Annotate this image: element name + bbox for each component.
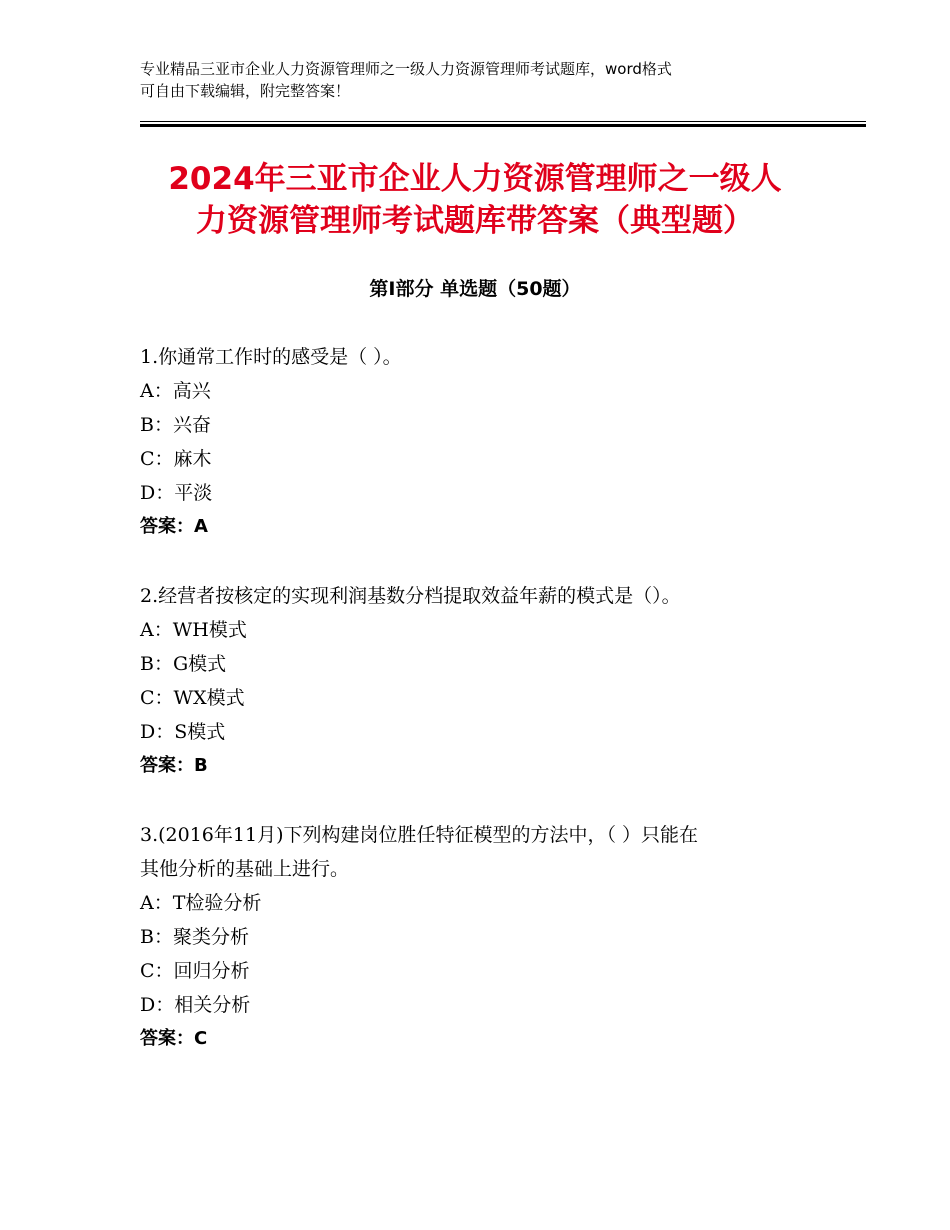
option-d: D：平淡 <box>140 482 213 504</box>
option-c: C：WX模式 <box>140 687 245 709</box>
question-text-continued: 其他分析的基础上进行。 <box>140 858 350 880</box>
document-title <box>140 158 810 242</box>
option-b: B：聚类分析 <box>140 926 249 948</box>
header-note-line: 可自由下载编辑，附完整答案！ <box>140 82 351 100</box>
header-note-line: 专业精品三亚市企业人力资源管理师之一级人力资源管理师考试题库，word格式 <box>140 60 672 78</box>
header-divider-thin <box>140 121 866 122</box>
option-d: D：S模式 <box>140 721 226 743</box>
answer-text: 答案：C <box>140 1028 208 1049</box>
option-b: B：兴奋 <box>140 414 211 436</box>
question-block <box>140 818 820 1056</box>
option-a: A：高兴 <box>140 380 211 402</box>
question-text: 3.(2016年11月)下列构建岗位胜任特征模型的方法中，（ ）只能在 <box>140 824 699 846</box>
option-a: A：T检验分析 <box>140 892 262 914</box>
question-block <box>140 579 820 783</box>
question-text: 1.你通常工作时的感受是（ ）。 <box>140 346 402 368</box>
option-c: C：回归分析 <box>140 960 250 982</box>
answer-text: 答案：B <box>140 755 208 776</box>
option-d: D：相关分析 <box>140 994 251 1016</box>
header-divider-thick <box>140 124 866 127</box>
answer-text: 答案：A <box>140 516 208 537</box>
option-a: A：WH模式 <box>140 619 247 641</box>
document-title-line: 2024年三亚市企业人力资源管理师之一级人 <box>168 161 782 197</box>
option-b: B：G模式 <box>140 653 227 675</box>
option-c: C：麻木 <box>140 448 212 470</box>
question-text: 2.经营者按核定的实现利润基数分档提取效益年薪的模式是（）。 <box>140 585 681 607</box>
section-title: 第Ⅰ部分 单选题（50题） <box>369 278 581 300</box>
question-block <box>140 340 820 544</box>
header-note <box>140 58 820 102</box>
document-title-line: 力资源管理师考试题库带答案（典型题） <box>196 203 754 239</box>
